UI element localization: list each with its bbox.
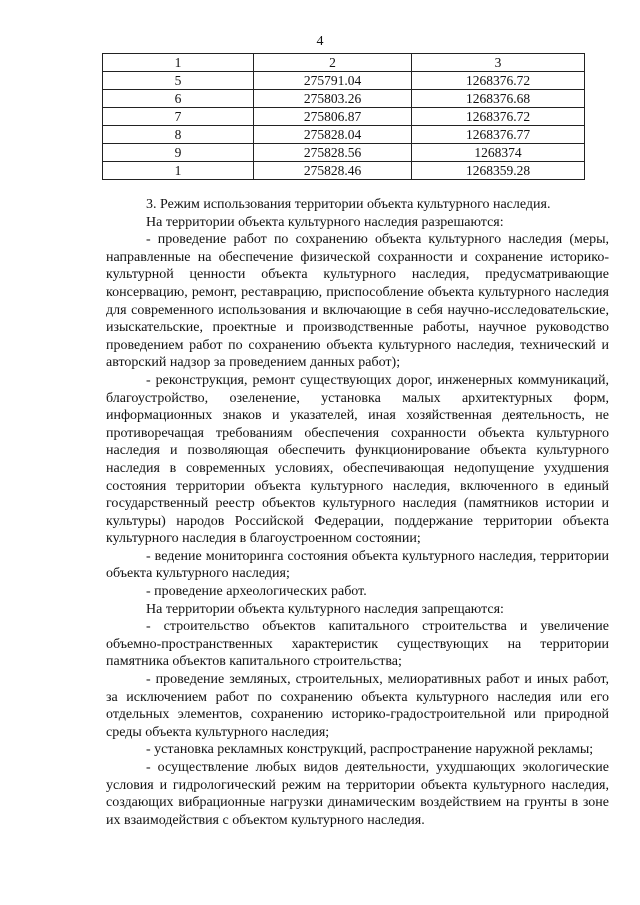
y-coordinate-cell: 1268376.72 xyxy=(412,72,585,90)
y-coordinate-cell: 1268376.68 xyxy=(412,90,585,108)
coordinates-table xyxy=(102,53,585,180)
table-row xyxy=(103,126,585,144)
point-number-cell: 5 xyxy=(103,72,254,90)
section-heading: 3. Режим использования территории объекта культурного наследия. xyxy=(146,197,551,212)
permitted-item: - проведение археологических работ. xyxy=(146,584,367,600)
permitted-intro: На территории объекта культурного наследия разрешаются: xyxy=(146,214,504,230)
x-coordinate-cell: 275803.26 xyxy=(254,90,412,108)
point-number-cell: 1 xyxy=(103,162,254,180)
y-coordinate-cell: 1268376.72 xyxy=(412,108,585,126)
table-row xyxy=(103,162,585,180)
header-cell: 3 xyxy=(412,54,585,72)
prohibited-item: - осуществление любых видов деятельности, ухудшающих экологические условия и гидрологический режим на территории объекта культурного наследия, создающих вибрационные нагрузки динамическим воздействием на грунты в зоне их взаимодействия с объектом культурного наследия. xyxy=(106,760,609,828)
x-coordinate-cell: 275791.04 xyxy=(254,72,412,90)
permitted-item: - реконструкция, ремонт существующих дорог, инженерных коммуникаций, благоустройство, озеленение, установка малых архитектурных форм, информационных знаков и указателей, иная хозяйственная деятельность, не противоречащая требованиям обеспечения сохранности объекта культурного наследия и позволяющая обеспечить функционирование объекта культурного наследия в современных условиях, обеспечивающая недопущение ухудшения состояния территории объекта культурного наследия, включенного в единый государственный реестр объектов культурного наследия (памятников истории и культуры) народов Российской Федерации, поддержание территории объекта культурного наследия в благоустроенном состоянии; xyxy=(106,372,609,547)
point-number-cell: 6 xyxy=(103,90,254,108)
x-coordinate-cell: 275828.46 xyxy=(254,162,412,180)
prohibited-item: - установка рекламных конструкций, распространение наружной рекламы; xyxy=(146,742,594,758)
header-cell: 2 xyxy=(254,54,412,72)
point-number-cell: 8 xyxy=(103,126,254,144)
x-coordinate-cell: 275828.04 xyxy=(254,126,412,144)
header-cell: 1 xyxy=(103,54,254,72)
table-row xyxy=(103,144,585,162)
prohibited-item: - проведение земляных, строительных, мелиоративных работ и иных работ, за исключением работ по сохранению объекта культурного наследия или его отдельных элементов, сохранению историко-градостроительной или природной среды объекта культурного наследия; xyxy=(106,672,609,740)
permitted-item: - ведение мониторинга состояния объекта культурного наследия, территории объекта культурного наследия; xyxy=(106,548,609,582)
table-row xyxy=(103,108,585,126)
document-body xyxy=(106,196,609,829)
point-number-cell: 7 xyxy=(103,108,254,126)
table-row xyxy=(103,72,585,90)
prohibited-item: - строительство объектов капитального строительства и увеличение объемно-пространственных характеристик существующих на территории памятника объектов капитального строительства; xyxy=(106,619,609,670)
y-coordinate-cell: 1268376.77 xyxy=(412,126,585,144)
table-header-row xyxy=(103,54,585,72)
x-coordinate-cell: 275806.87 xyxy=(254,108,412,126)
x-coordinate-cell: 275828.56 xyxy=(254,144,412,162)
permitted-item: - проведение работ по сохранению объекта культурного наследия (меры, направленные на обеспечение физической сохранности и сохранение историко-культурной ценности объекта культурного наследия, предусматривающие консервацию, ремонт, реставрацию, приспособление объекта культурного наследия для современного использования и включающие в себя научно-исследовательские, изыскательские, проектные и производственные работы, научное руководство проведением работ по сохранению объекта культурного наследия, технический и авторский надзор за проведением данных работ); xyxy=(106,232,609,371)
point-number-cell: 9 xyxy=(103,144,254,162)
page-number: 4 xyxy=(316,34,324,49)
y-coordinate-cell: 1268359.28 xyxy=(412,162,585,180)
prohibited-intro: На территории объекта культурного наследия запрещаются: xyxy=(146,601,504,617)
table-row xyxy=(103,90,585,108)
y-coordinate-cell: 1268374 xyxy=(412,144,585,162)
